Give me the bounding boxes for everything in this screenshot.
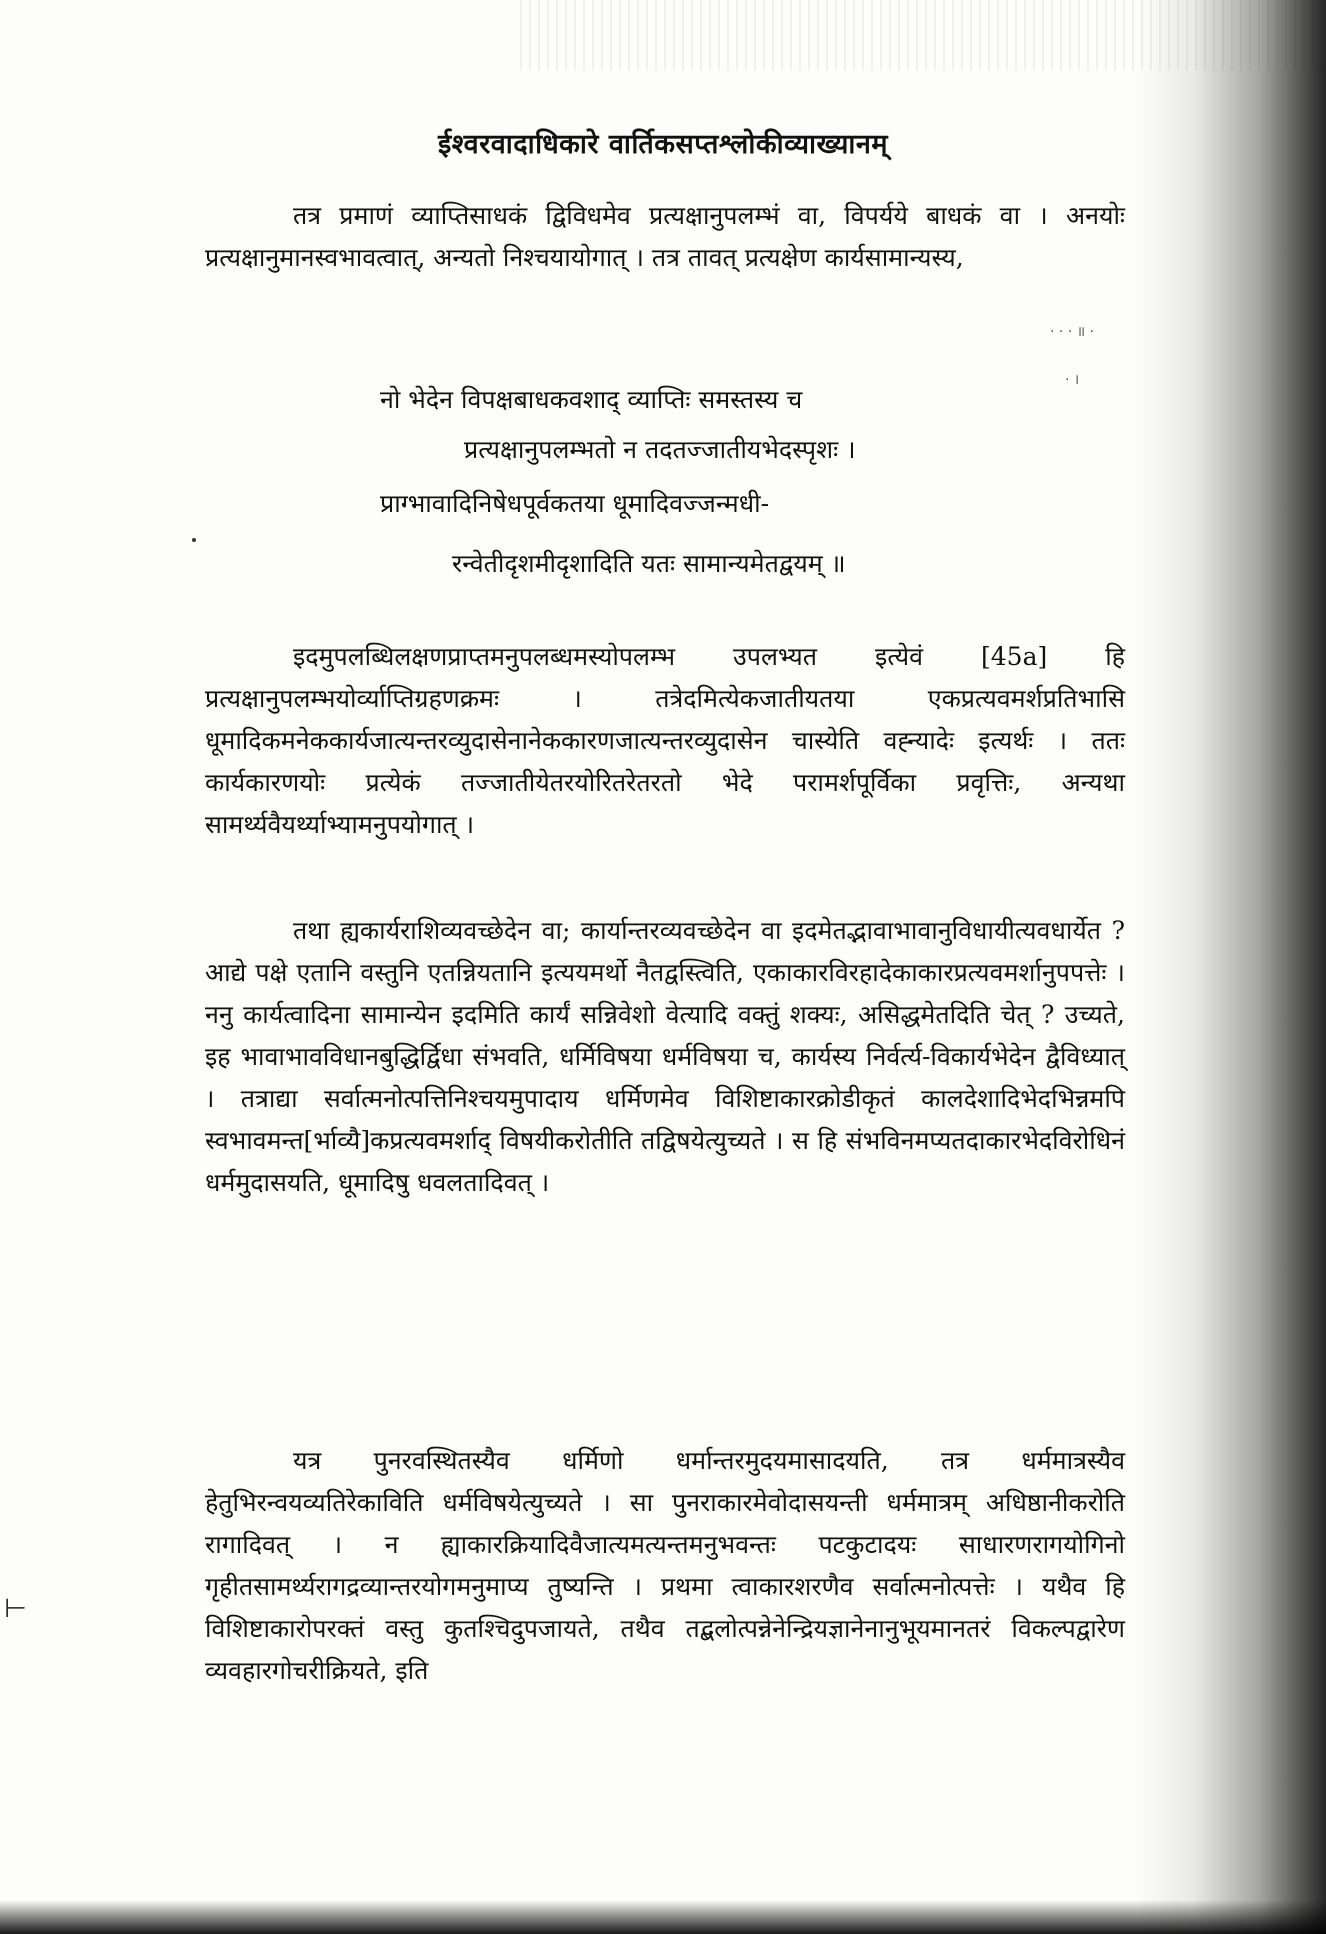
margin-tick-mark: ⊢ <box>4 1594 27 1624</box>
stray-mark: · । <box>1065 372 1080 388</box>
verse-line-2: प्रत्यक्षानुपलम्भतो न तदतज्जातीयभेदस्पृशः । <box>464 435 856 464</box>
paragraph-4: यत्र पुनरवस्थितस्यैव धर्मिणो धर्मान्तरमुदयमासादयति, तत्र धर्ममात्रस्यैव हेतुभिरन्वयव्यतिरेकाविति धर्मविषयेत्युच्यते । सा पुनराकारमेवोदासयन्ती धर्ममात्रम् अधिष्ठानीकरोति रागादिवत् । न ह्याकारक्रियादिवैजात्यमत्यन्तमनुभवन्तः पटकुटादयः साधारणरागयोगिनो गृहीतसामर्थ्यरागद्रव्यान्तरयोगमनुमाप्य तुष्यन्ति । प्रथमा त्वाकारशरणैव सर्वात्मनोत्पत्तेः । यथैव हि विशिष्टाकारोपरक्तं वस्तु कुतश्चिदुपजायते, तथैव तद्बलोत्पन्नेनेन्द्रियज्ञानेनानुभूयमानतरं विकल्पद्वारेण व्यवहारगोचरीक्रियते, इति <box>205 1446 1125 1685</box>
paragraph-2: इदमुपलब्धिलक्षणप्राप्तमनुपलब्धमस्योपलम्भ उपलभ्यत इत्येवं [45a] हि प्रत्यक्षानुपलम्भयोर्व्याप्तिग्रहणक्रमः । तत्रेदमित्येकजातीयतया एकप्रत्यवमर्शप्रतिभासि धूमादिकमनेककार्यजात्यन्तरव्युदासेनानेककारणजात्यन्तरव्युदासेन चास्येति वह्न्यादेः इत्यर्थः । ततः कार्यकारणयोः प्रत्येकं तज्जातीयेतरयोरितरेतरतो भेदे परामर्शपूर्विका प्रवृत्तिः, अन्यथा सामर्थ्यवैयर्थ्याभ्यामनुपयोगात् । <box>205 642 1125 839</box>
scan-bottom-edge <box>0 1900 1326 1934</box>
page-heading: ईश्वरवादाधिकारे वार्तिकसप्तश्लोकीव्याख्यानम् <box>437 129 889 160</box>
scan-edge-shadow <box>1136 0 1326 1934</box>
verse-line-1: नो भेदेन विपक्षबाधकवशाद् व्याप्तिः समस्तस्य च <box>380 385 803 414</box>
verse-line-3: प्राग्भावादिनिषेधपूर्वकतया धूमादिवज्जन्मधी- <box>380 489 770 518</box>
stray-mark: · · · ॥ · <box>1050 324 1094 340</box>
paragraph-1: तत्र प्रमाणं व्याप्तिसाधकं द्विविधमेव प्रत्यक्षानुपलम्भं वा, विपर्यये बाधकं वा । अनयोः प्रत्यक्षानुमानस्वभावत्वात्, अन्यतो निश्चयायोगात् । तत्र तावत् प्रत्यक्षेण कार्यसामान्यस्य, <box>205 201 1125 272</box>
ink-speck <box>192 538 196 542</box>
verse-line-4: रन्वेतीदृशमीदृशादिति यतः सामान्यमेतद्वयम् ॥ <box>452 549 846 578</box>
paragraph-3: तथा ह्यकार्यराशिव्यवच्छेदेन वा; कार्यान्तरव्यवच्छेदेन वा इदमेतद्भावाभावानुविधायीत्यवधार्येत ? आद्ये पक्षे एतानि वस्तुनि एतन्नियतानि इत्ययमर्थो नैतद्वस्त्विति, एकाकारविरहादेकाकारप्रत्यवमर्शानुपपत्तेः । ननु कार्यत्वादिना सामान्येन इदमिति कार्यं सन्निवेशो वेत्यादि वक्तुं शक्यः, असिद्धमेतदिति चेत् ? उच्यते, इह भावाभावविधानबुद्धिर्द्विधा संभवति, धर्मिविषया धर्मविषया च, कार्यस्य निर्वर्त्य-विकार्यभेदेन द्वैविध्यात् । तत्राद्या सर्वात्मनोत्पत्तिनिश्चयमुपादाय धर्मिणमेव विशिष्टाकारक्रोडीकृतं कालदेशादिभेदभिन्नमपि स्वभावमन्त[र्भाव्यै]कप्रत्यवमर्शाद् विषयीकरोतीति तद्विषयेत्युच्यते । स हि संभविनमप्यतदाकारभेदविरोधिनं धर्ममुदासयति, धूमादिषु धवलतादिवत् । <box>205 916 1125 1197</box>
